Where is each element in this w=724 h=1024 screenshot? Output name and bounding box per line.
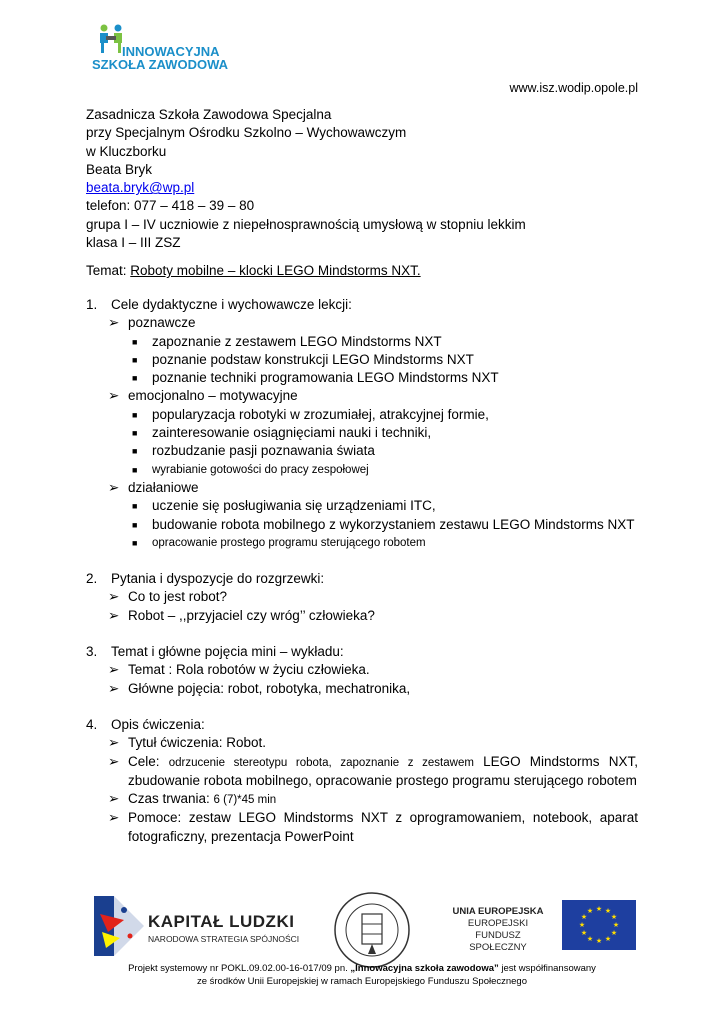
list-item: Robot – ,,przyjaciel czy wróg’’ człowieka? xyxy=(128,607,375,623)
square-bullet-icon: ■ xyxy=(132,464,138,475)
section-goals xyxy=(86,296,638,552)
eu-line3: FUNDUSZ SPOŁECZNY xyxy=(469,930,527,953)
logo-line2: SZKOŁA ZAWODOWA xyxy=(92,57,229,72)
duration-label: Czas trwania: xyxy=(128,791,214,807)
seal-icon xyxy=(332,890,412,970)
lesson-topic xyxy=(86,263,421,278)
square-bullet-icon: ■ xyxy=(132,501,138,512)
arrow-bullet-icon: ➢ xyxy=(108,388,120,404)
section-title: Pytania i dyspozycje do rozgrzewki: xyxy=(111,571,325,587)
section-number: 3. xyxy=(86,644,98,660)
email-link[interactable]: beata.bryk@wp.pl xyxy=(86,180,195,196)
note-pre: Projekt systemowy nr POKL.09.02.00-16-017/09 pn. xyxy=(128,963,351,974)
eu-line1: UNIA EUROPEJSKA xyxy=(452,906,544,917)
svg-text:★: ★ xyxy=(580,929,588,937)
list-item: Co to jest robot? xyxy=(128,589,228,605)
duration-value: 6 (7)*45 min xyxy=(213,794,277,807)
svg-text:★: ★ xyxy=(580,913,588,921)
section-title: Opis ćwiczenia: xyxy=(111,716,205,732)
svg-text:★: ★ xyxy=(604,935,612,943)
author-name: Beata Bryk xyxy=(86,161,153,177)
author-info xyxy=(86,106,526,252)
list-item: uczenie się posługiwania się urządzeniami ITC, xyxy=(152,498,436,514)
list-item: rozbudzanie pasji poznawania świata xyxy=(152,443,375,459)
note-bold: „Innowacyjna szkoła zawodowa” xyxy=(350,963,499,974)
list-item: zainteresowanie osiągnięciami nauki i techniki, xyxy=(152,425,432,441)
square-bullet-icon: ■ xyxy=(132,428,138,439)
note-line2: ze środków Unii Europejskiej w ramach Europejskiego Funduszu Społecznego xyxy=(196,976,528,987)
website-url: www.isz.wodip.opole.pl xyxy=(509,81,638,95)
square-bullet-icon: ■ xyxy=(132,354,138,365)
class-info: klasa I – III ZSZ xyxy=(86,235,181,251)
section-title: Temat i główne pojęcia mini – wykładu: xyxy=(111,644,344,660)
group-info: grupa I – IV uczniowie z niepełnosprawnością umysłową w stopniu lekkim xyxy=(86,216,526,232)
eu-fund-text xyxy=(448,906,548,954)
kapital-ludzki-logo-icon xyxy=(94,896,144,956)
group-label: działaniowe xyxy=(128,479,199,495)
arrow-bullet-icon: ➢ xyxy=(108,607,120,623)
svg-text:★: ★ xyxy=(586,907,594,915)
section-number: 1. xyxy=(86,297,98,312)
list-item: budowanie robota mobilnego z wykorzystaniem zestawu LEGO Mindstorms NXT xyxy=(152,516,635,532)
list-item: wyrabianie gotowości do pracy zespołowej xyxy=(152,463,369,476)
square-bullet-icon: ■ xyxy=(132,537,138,548)
section-title: Cele dydaktyczne i wychowawcze lekcji: xyxy=(111,297,352,312)
arrow-bullet-icon: ➢ xyxy=(108,589,120,605)
square-bullet-icon: ■ xyxy=(132,446,138,457)
arrow-bullet-icon: ➢ xyxy=(108,753,120,769)
list-item: Główne pojęcia: robot, robotyka, mechatronika, xyxy=(128,680,411,696)
svg-text:★: ★ xyxy=(610,929,618,937)
svg-text:★: ★ xyxy=(578,921,586,929)
svg-text:★: ★ xyxy=(586,935,594,943)
arrow-bullet-icon: ➢ xyxy=(108,735,120,751)
kapital-ludzki-title: KAPITAŁ LUDZKI xyxy=(148,912,295,931)
header-line: Zasadnicza Szkoła Zawodowa Specjalna xyxy=(86,107,332,122)
phone: telefon: 077 – 418 – 39 – 80 xyxy=(86,198,255,214)
arrow-bullet-icon: ➢ xyxy=(108,810,120,826)
logo-line1: INNOWACYJNA xyxy=(122,44,220,59)
square-bullet-icon: ■ xyxy=(132,336,138,347)
note-post: jest współfinansowany xyxy=(498,963,596,974)
svg-text:★: ★ xyxy=(595,905,603,913)
group-label: poznawcze xyxy=(128,315,196,331)
list-item: Temat : Rola robotów w życiu człowieka. xyxy=(128,662,370,678)
goals-text xyxy=(128,753,638,791)
goals-small-text: odrzucenie stereotypu robota, zapoznanie z zestawem xyxy=(168,756,474,769)
arrow-bullet-icon: ➢ xyxy=(108,662,120,678)
list-item: popularyzacja robotyki w zrozumiałej, atrakcyjnej formie, xyxy=(152,406,489,422)
group-label: emocjonalno – motywacyjne xyxy=(128,388,298,404)
square-bullet-icon: ■ xyxy=(132,519,138,530)
eu-line2: EUROPEJSKI xyxy=(467,918,529,929)
svg-text:★: ★ xyxy=(604,907,612,915)
section-number: 2. xyxy=(86,571,98,587)
list-item: opracowanie prostego programu sterującego robotem xyxy=(152,536,426,549)
list-item: poznanie podstaw konstrukcji LEGO Mindstorms NXT xyxy=(152,351,474,367)
section-warmup xyxy=(86,570,638,625)
list-item: Pomoce: zestaw LEGO Mindstorms NXT z oprogramowaniem, notebook, aparat fotograficzny, prezentacja PowerPoint xyxy=(128,810,638,844)
arrow-bullet-icon: ➢ xyxy=(108,315,120,331)
square-bullet-icon: ■ xyxy=(132,373,138,384)
eu-flag-icon xyxy=(562,900,636,950)
list-item: poznanie techniki programowania LEGO Mindstorms NXT xyxy=(152,370,499,386)
list-item: zapoznanie z zestawem LEGO Mindstorms NXT xyxy=(152,333,442,349)
header-line: w Kluczborku xyxy=(86,143,167,159)
kapital-ludzki-subtitle: NARODOWA STRATEGIA SPÓJNOŚCI xyxy=(148,934,300,944)
topic-title: Roboty mobilne – klocki LEGO Mindstorms NXT. xyxy=(130,263,421,278)
goals-rest: LEGO Mindstorms NXT, zbudowanie robota mobilnego, opracowanie prostego programu sterującego robotem xyxy=(128,753,638,788)
svg-text:★: ★ xyxy=(612,921,620,929)
list-item: Tytuł ćwiczenia: Robot. xyxy=(128,735,267,751)
section-number: 4. xyxy=(86,716,98,732)
footer-note xyxy=(0,962,724,988)
arrow-bullet-icon: ➢ xyxy=(108,680,120,696)
arrow-bullet-icon: ➢ xyxy=(108,791,120,807)
svg-text:★: ★ xyxy=(610,913,618,921)
arrow-bullet-icon: ➢ xyxy=(108,479,120,495)
header-line: przy Specjalnym Ośrodku Szkolno – Wychowawczym xyxy=(86,125,407,141)
lesson-content xyxy=(86,296,638,864)
section-exercise xyxy=(86,716,638,846)
square-bullet-icon: ■ xyxy=(132,409,138,420)
section-lecture xyxy=(86,643,638,698)
footer-logos xyxy=(90,890,640,960)
logo-text xyxy=(92,44,229,72)
goals-label: Cele: xyxy=(128,753,169,769)
topic-label: Temat: xyxy=(86,263,131,278)
svg-text:★: ★ xyxy=(595,937,603,945)
